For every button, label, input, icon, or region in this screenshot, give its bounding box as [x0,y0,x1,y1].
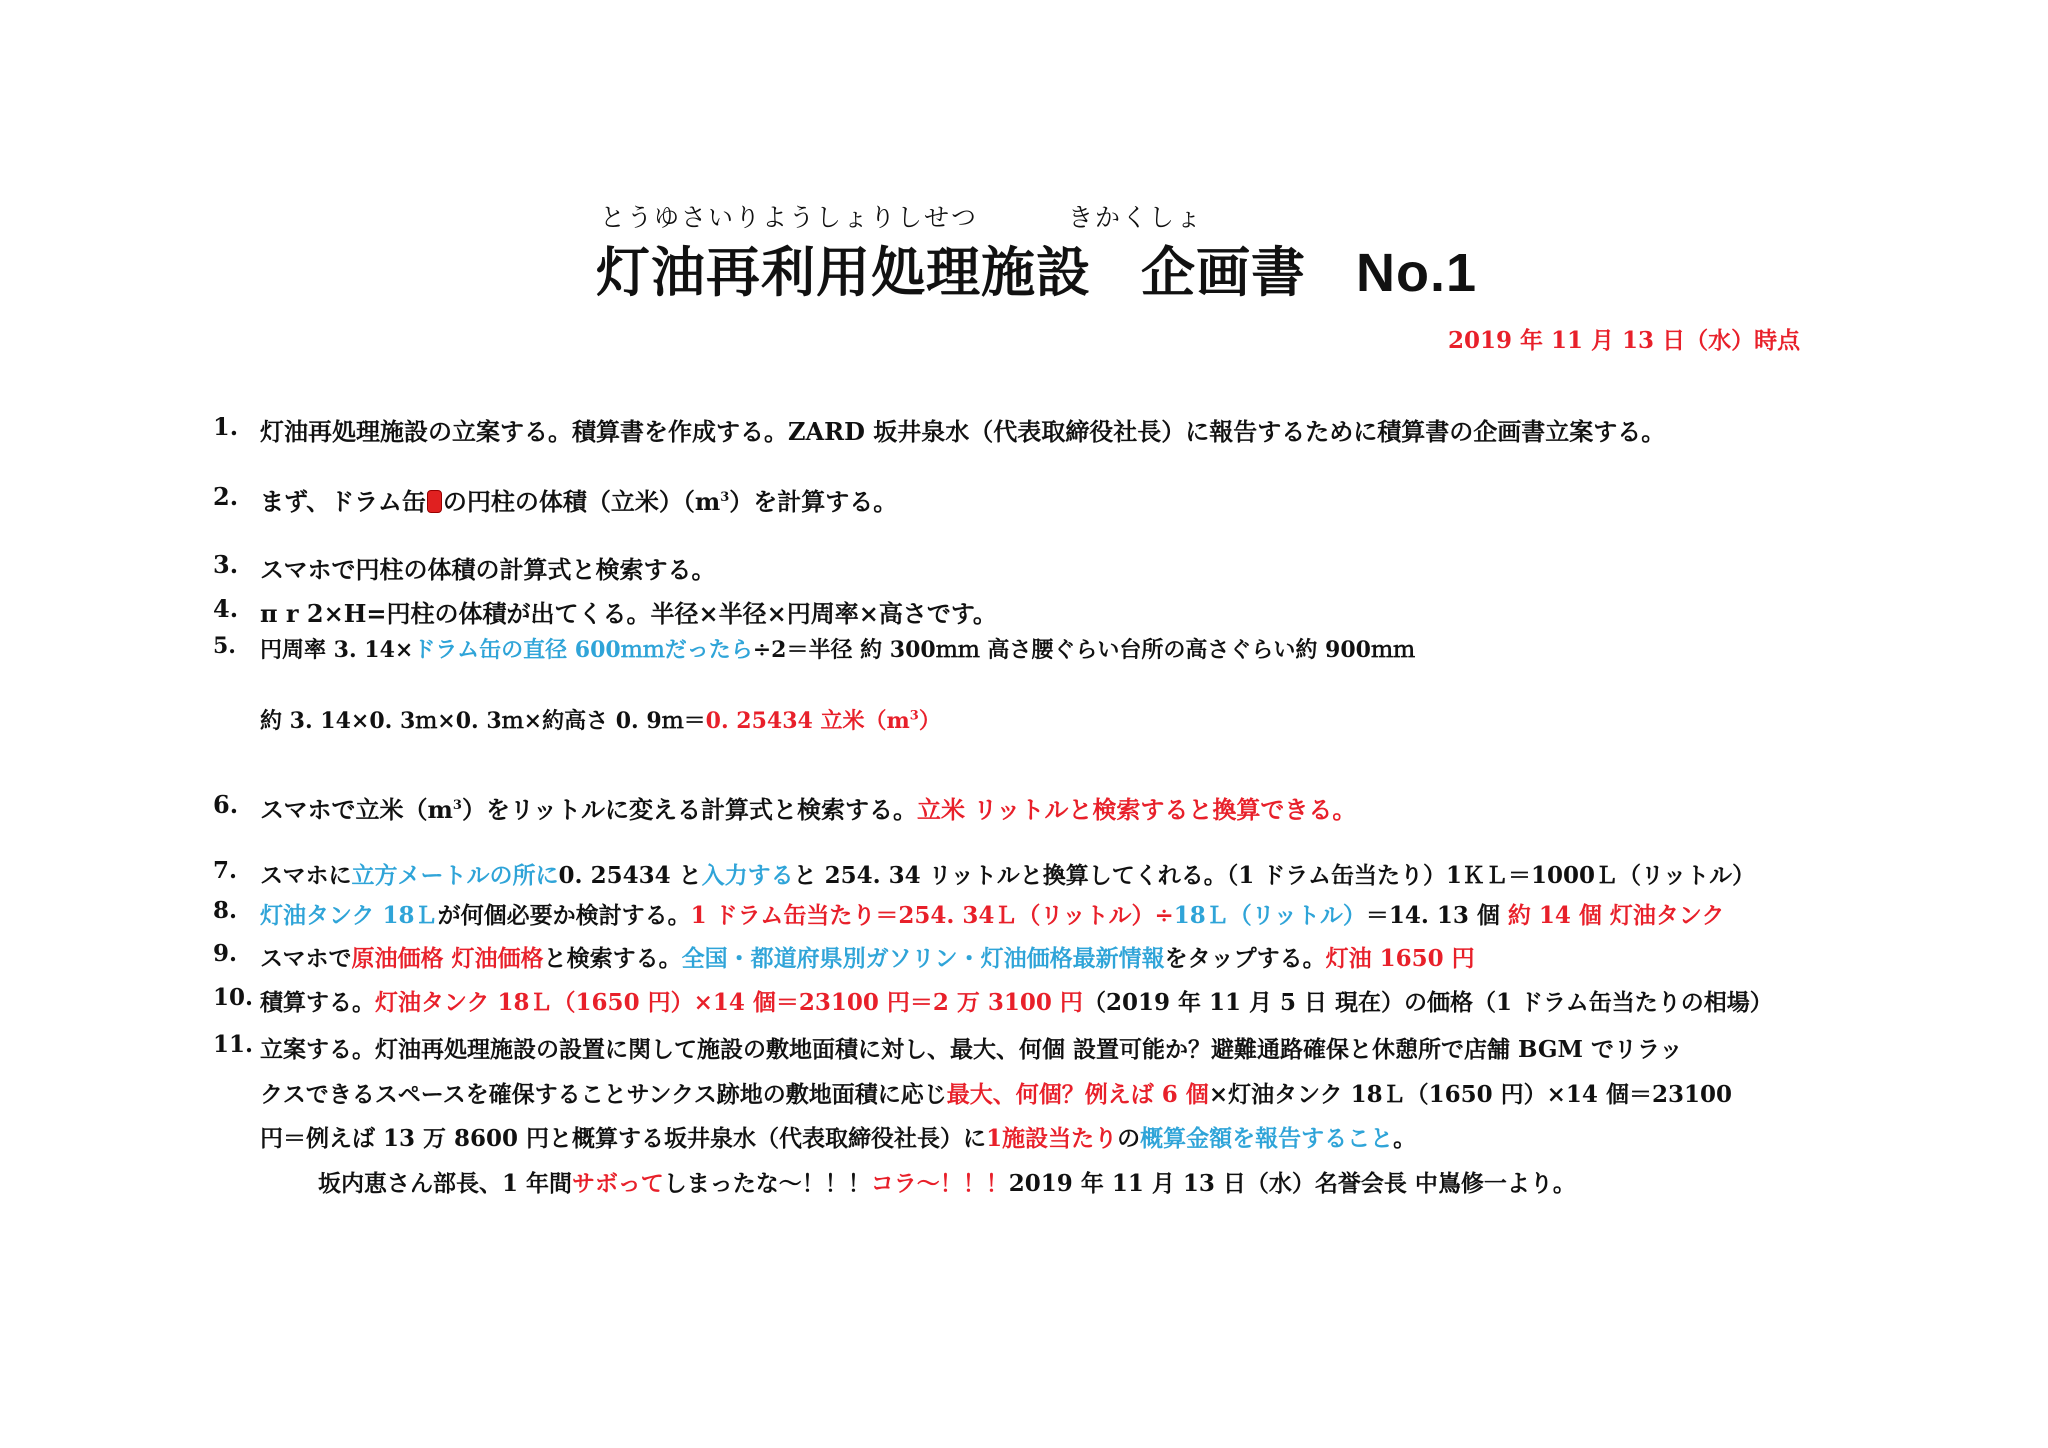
item-text: 円周率 3. 14×ドラム缶の直径 600ｍｍだったら÷2＝半径 約 300ｍｍ 高さ腰ぐらい台所の高さぐらい約 900ｍｍ [260,637,1415,663]
item-text: スマホで原油価格 灯油価格と検索する。全国・都道府県別ガソリン・灯油価格最新情報をタップする。灯油 1650 円 [260,945,1475,972]
item-number: 9. [213,940,238,967]
item-number: 8. [213,897,238,924]
item-text: 積算する。灯油タンク 18Ｌ（1650 円）×14 個＝23100 円＝2 万 3100 円（2019 年 11 月 5 日 現在）の価格（1 ドラム缶当たりの相場） [260,989,1773,1016]
item-number: 4. [213,594,239,623]
title-furigana [600,198,1203,234]
item-text: 灯油再処理施設の立案する。積算書を作成する。ZARD 坂井泉水（代表取締役社長）に報告するために積算書の企画書立案する。 [260,417,1666,446]
item-text: スマホで円柱の体積の計算式と検索する。 [260,555,716,584]
item-number: 10. [213,984,254,1011]
title-number: No.1 [1356,243,1478,303]
title-main: 灯油再利用処理施設 [596,240,1091,304]
item-number: 2. [213,482,239,511]
item-text: クスできるスペースを確保することサンクス跡地の敷地面積に応じ最大、何個？例えば 6 個×灯油タンク 18Ｌ（1650 円）×14 個＝23100 [260,1081,1732,1108]
closing-line: 坂内恵さん部長、1 年間サボってしまったな～！！！コラ～！！！2019 年 11 月 13 日（水）名誉会長 中嶌修一より。 [318,1170,1576,1197]
item-text: まず、ドラム缶 の円柱の体積（立米）$(m^3)$を計算する。 [260,487,898,516]
title-sub: 企画書 [1141,240,1306,304]
page-title [596,230,1477,307]
title-furigana-sub: きかくしょ [1068,203,1204,232]
title-furigana-main: とうゆさいりようしょりしせつ [600,203,979,232]
item-text: 円＝例えば 13 万 8600 円と概算する坂井泉水（代表取締役社長）に1施設当たりの概算金額を報告すること。 [260,1125,1417,1152]
drum-can-icon [427,490,442,513]
item-text: 約 3. 14×0. 3ｍ×0. 3ｍ×約高さ 0. 9ｍ＝0. 25434 立米$(m^3)$ [260,708,941,734]
item-text: π r 2×H=円柱の体積が出てくる。半径×半径×円周率×高さです。 [260,599,997,628]
item-text: スマホで立米$(m^3)$をリットルに変える計算式と検索する。立米 リットルと検索すると換算できる。 [260,795,1357,824]
item-number: 6. [213,790,239,819]
item-text: スマホに立方メートルの所に0. 25434 と入力すると 254. 34 リットルと換算してくれる。（1 ドラム缶当たり）1ＫＬ＝1000Ｌ（リットル） [260,862,1756,889]
item-text: 立案する。灯油再処理施設の設置に関して施設の敷地面積に対し、最大、何個 設置可能か？避難通路確保と休憩所で店舗 BGM でリラッ [260,1036,1683,1063]
item-number: 1. [213,412,239,441]
item-number: 3. [213,550,239,579]
item-number: 11. [213,1031,254,1058]
item-number: 7. [213,857,238,884]
item-number: 5. [213,633,236,659]
document-date: 2019 年 11 月 13 日（水）時点 [1448,327,1801,354]
item-text: 灯油タンク 18Ｌが何個必要か検討する。1 ドラム缶当たり＝254. 34Ｌ（リットル）÷18Ｌ（リットル）＝14. 13 個 約 14 個 灯油タンク [260,902,1725,929]
